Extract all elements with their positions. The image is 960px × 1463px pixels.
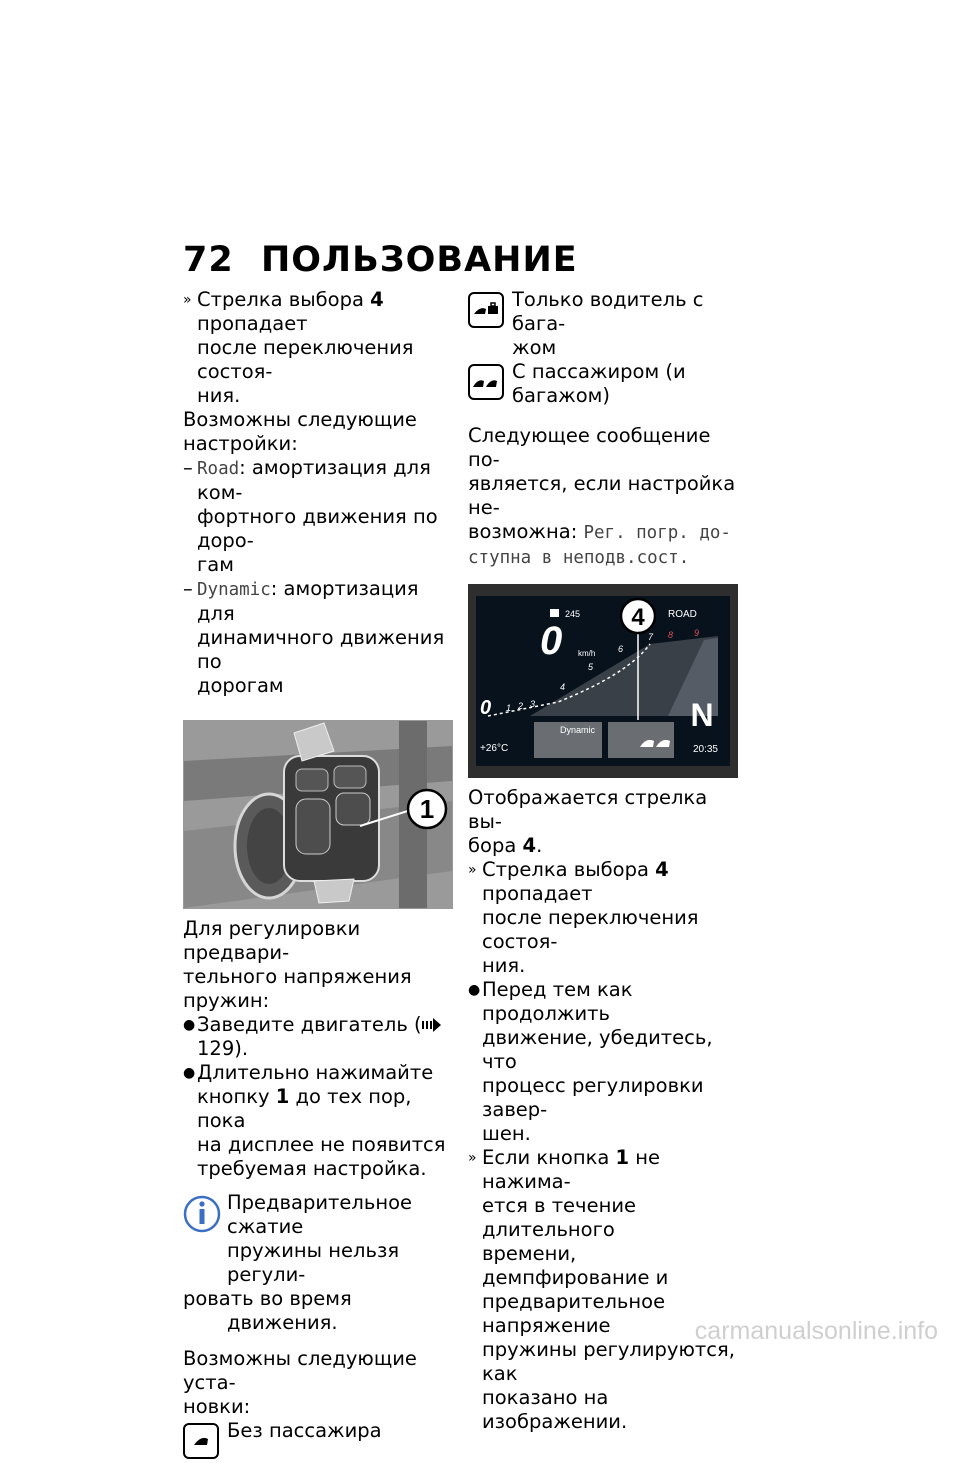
tft-display-photo	[468, 584, 738, 778]
handlebar-switch-photo	[183, 720, 453, 909]
setting-rider-luggage: Только водитель с бага- жом	[468, 288, 740, 360]
rpm-tick-label: 1	[506, 703, 512, 713]
rpm-tick-label: 9	[694, 628, 700, 638]
damping-mode: Dynamic	[560, 725, 596, 735]
page-ref-arrow-icon	[422, 1017, 442, 1033]
result-item: » Стрелка выбора 4 пропадает после переключения состоя- ния.	[183, 288, 414, 407]
tft-display	[468, 584, 738, 778]
page-number: 72	[183, 240, 234, 280]
setting-solo: Без пассажира	[183, 1419, 453, 1459]
rpm-tick-label: 5	[588, 662, 594, 672]
rider-icon	[183, 1423, 219, 1459]
error-message-para: Следующее сообщение по- является, если настройка не- возможна: Рег. погр. до- ступна в неподв.сост.	[468, 424, 736, 568]
left-column	[183, 288, 453, 1459]
load-panel	[608, 722, 674, 758]
right-column	[468, 288, 740, 1434]
setting-passenger: С пассажиром (и багажом)	[468, 360, 740, 408]
rpm-tick-label: 2	[518, 701, 524, 711]
option-road: – Road: амортизация для ком- фортного движения по доро- гам	[183, 456, 438, 576]
gear-indicator: N	[690, 697, 714, 733]
speed-unit: km/h	[578, 649, 596, 658]
step-hold-button: ● Длительно нажимайте кнопку 1 до тех пор, пока на дисплее не появится требуемая настройка.	[183, 1061, 446, 1180]
arrow-shown-para: Отображается стрелка вы- бора 4.	[468, 786, 708, 857]
fuel-icon	[550, 609, 559, 617]
rpm-tick-label: 7	[648, 632, 654, 642]
loads-intro: Возможны следующие уста- новки:	[183, 1347, 417, 1418]
step-check-complete: ● Перед тем как продолжить движение, убедитесь, что процесс регулировки завер- шен.	[468, 978, 713, 1145]
range-value: 245	[565, 609, 581, 619]
rpm-tick-label: 6	[618, 644, 624, 654]
rider-luggage-icon	[468, 292, 504, 328]
settings-intro: Возможны следующие настройки:	[183, 408, 417, 455]
info-icon	[183, 1193, 221, 1233]
result-item-2: » Стрелка выбора 4 пропадает после переключения состоя- ния.	[468, 858, 699, 977]
watermark: carmanualsonline.info	[694, 1317, 938, 1345]
handlebar-illustration	[184, 721, 452, 908]
clock: 20:35	[692, 744, 718, 755]
page-header	[183, 240, 578, 280]
rpm-tick-label: 3	[530, 699, 536, 709]
option-dynamic: – Dynamic: амортизация для динамичного движения по дорогам	[183, 577, 445, 697]
ride-mode: ROAD	[668, 609, 697, 620]
rpm-zero: 0	[480, 697, 492, 719]
page-title: ПОЛЬЗОВАНИЕ	[261, 240, 578, 280]
preload-intro: Для регулировки предвари- тельного напряжения пружин:	[183, 917, 412, 1012]
callout-4-label: 4	[631, 604, 645, 631]
speed-value: 0	[540, 619, 563, 663]
callout-1-label: 1	[419, 794, 435, 824]
result-marker: »	[183, 292, 192, 308]
step-start-engine: ● Заведите двигатель ( 129).	[183, 1013, 453, 1061]
temperature: +26°C	[480, 743, 509, 754]
result-item-3: » Если кнопка 1 не нажима- ется в течение длительного времени, демпфирование и предварительное напряжение пружины регулируются, как показано на изображении.	[468, 1146, 735, 1433]
rpm-tick-label: 4	[560, 682, 566, 692]
rpm-tick-label: 8	[668, 630, 674, 640]
info-note: Предварительное сжатие пружины нельзя регули- ровать во время движения.	[183, 1191, 413, 1334]
passenger-icon	[468, 364, 504, 400]
